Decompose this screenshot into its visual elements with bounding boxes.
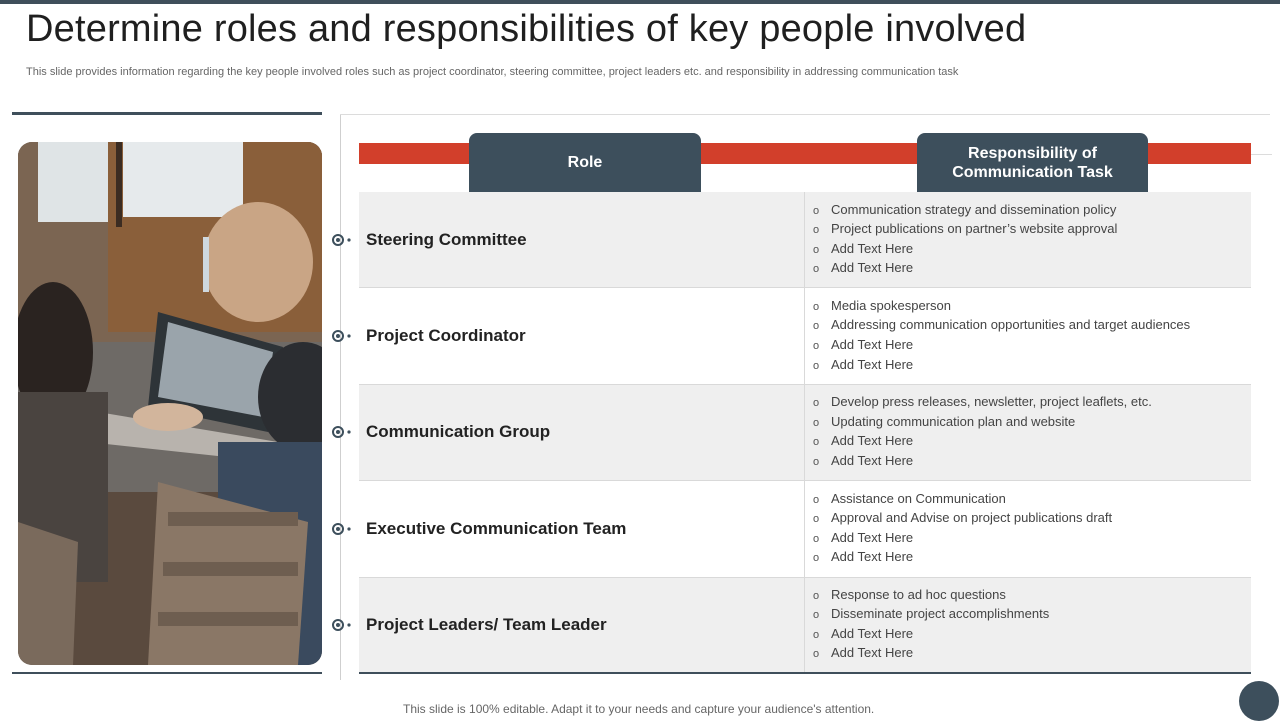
task-text: Updating communication plan and website (831, 413, 1076, 429)
office-meeting-photo (18, 142, 322, 665)
bullet-icon: o (813, 589, 820, 602)
role-cell: Executive Communication Team (359, 481, 805, 576)
responsibility-cell (805, 288, 1251, 383)
top-guide-line (340, 114, 1270, 115)
vertical-guide-line (340, 114, 341, 680)
task-text: Add Text Here (831, 260, 914, 276)
responsibility-cell (805, 578, 1251, 672)
bullet-icon: o (813, 300, 820, 313)
bullet-icon: o (813, 436, 820, 449)
task-text: Add Text Here (831, 356, 914, 372)
bullet-icon: o (813, 340, 820, 353)
task-text: Add Text Here (831, 625, 914, 641)
table-row (359, 288, 1251, 384)
table-row (359, 192, 1251, 288)
task-text: Addressing communication opportunities and target audiences (831, 317, 1191, 333)
task-text: Add Text Here (831, 337, 914, 353)
role-column-header: Role (469, 133, 701, 192)
bullet-icon: o (813, 552, 820, 565)
responsibility-cell (805, 385, 1251, 480)
bullet-icon: o (813, 513, 820, 526)
circle-dot-marker-icon (332, 523, 356, 535)
task-text: Communication strategy and dissemination policy (831, 201, 1117, 217)
responsibility-header-line1: Responsibility of (968, 144, 1097, 162)
task-text: Add Text Here (831, 433, 914, 449)
task-text: Add Text Here (831, 645, 914, 661)
bullet-icon: o (813, 397, 820, 410)
bullet-icon: o (813, 359, 820, 372)
task-text: Add Text Here (831, 549, 914, 565)
circle-dot-marker-icon (332, 330, 356, 342)
task-text: Project publications on partner’s website approval (831, 221, 1118, 237)
list-item (813, 432, 1152, 452)
circle-dot-marker-icon (332, 426, 356, 438)
bullet-icon: o (813, 456, 820, 469)
right-guide-line (1250, 154, 1272, 155)
role-cell: Project Leaders/ Team Leader (359, 578, 805, 672)
bullet-icon: o (813, 243, 820, 256)
bullet-icon: o (813, 224, 820, 237)
task-list (813, 586, 1049, 664)
responsibility-cell (805, 481, 1251, 576)
task-text: Add Text Here (831, 529, 914, 545)
corner-decoration-circle (1239, 681, 1279, 721)
task-text: Add Text Here (831, 453, 914, 469)
roles-table (359, 192, 1251, 674)
list-item (813, 625, 1049, 645)
list-item (813, 586, 1049, 606)
top-rule (0, 0, 1280, 4)
table-row (359, 385, 1251, 481)
bullet-icon: o (813, 532, 820, 545)
list-item (813, 220, 1117, 240)
bullet-icon: o (813, 320, 820, 333)
left-accent-line-bottom (12, 672, 322, 674)
table-row (359, 578, 1251, 674)
list-item (813, 336, 1190, 356)
table-row (359, 481, 1251, 577)
responsibility-cell (805, 192, 1251, 287)
task-text: Develop press releases, newsletter, project leaflets, etc. (831, 394, 1152, 410)
bullet-icon: o (813, 609, 820, 622)
list-item (813, 393, 1152, 413)
list-item (813, 509, 1112, 529)
responsibility-header-line2: Communication Task (952, 163, 1113, 181)
role-cell: Steering Committee (359, 192, 805, 287)
list-item (813, 413, 1152, 433)
list-item (813, 644, 1049, 664)
list-item (813, 548, 1112, 568)
task-list (813, 393, 1152, 471)
list-item (813, 490, 1112, 510)
list-item (813, 529, 1112, 549)
bullet-icon: o (813, 648, 820, 661)
responsibility-column-header (917, 133, 1148, 192)
list-item (813, 605, 1049, 625)
task-list (813, 490, 1112, 568)
list-item (813, 452, 1152, 472)
task-list (813, 201, 1117, 279)
list-item (813, 201, 1117, 221)
task-text: Add Text Here (831, 240, 914, 256)
slide-subtitle: This slide provides information regarding the key people involved roles such as project coordinator, steering committee, project leaders etc. and responsibility in addressing communication task (26, 66, 959, 78)
bullet-icon: o (813, 628, 820, 641)
task-text: Approval and Advise on project publications draft (831, 510, 1113, 526)
slide-footer: This slide is 100% editable. Adapt it to your needs and capture your audience's attention. (403, 702, 875, 716)
role-cell: Project Coordinator (359, 288, 805, 383)
list-item (813, 259, 1117, 279)
list-item (813, 316, 1190, 336)
bullet-icon: o (813, 263, 820, 276)
role-cell: Communication Group (359, 385, 805, 480)
list-item (813, 240, 1117, 260)
circle-dot-marker-icon (332, 234, 356, 246)
circle-dot-marker-icon (332, 619, 356, 631)
list-item (813, 356, 1190, 376)
list-item (813, 297, 1190, 317)
left-accent-line-top (12, 112, 322, 115)
task-text: Assistance on Communication (831, 490, 1006, 506)
bullet-icon: o (813, 204, 820, 217)
bullet-icon: o (813, 493, 820, 506)
bullet-icon: o (813, 416, 820, 429)
task-text: Disseminate project accomplishments (831, 606, 1050, 622)
slide-title: Determine roles and responsibilities of key people involved (26, 8, 1027, 50)
task-text: Response to ad hoc questions (831, 586, 1006, 602)
task-list (813, 297, 1190, 375)
task-text: Media spokesperson (831, 297, 951, 313)
